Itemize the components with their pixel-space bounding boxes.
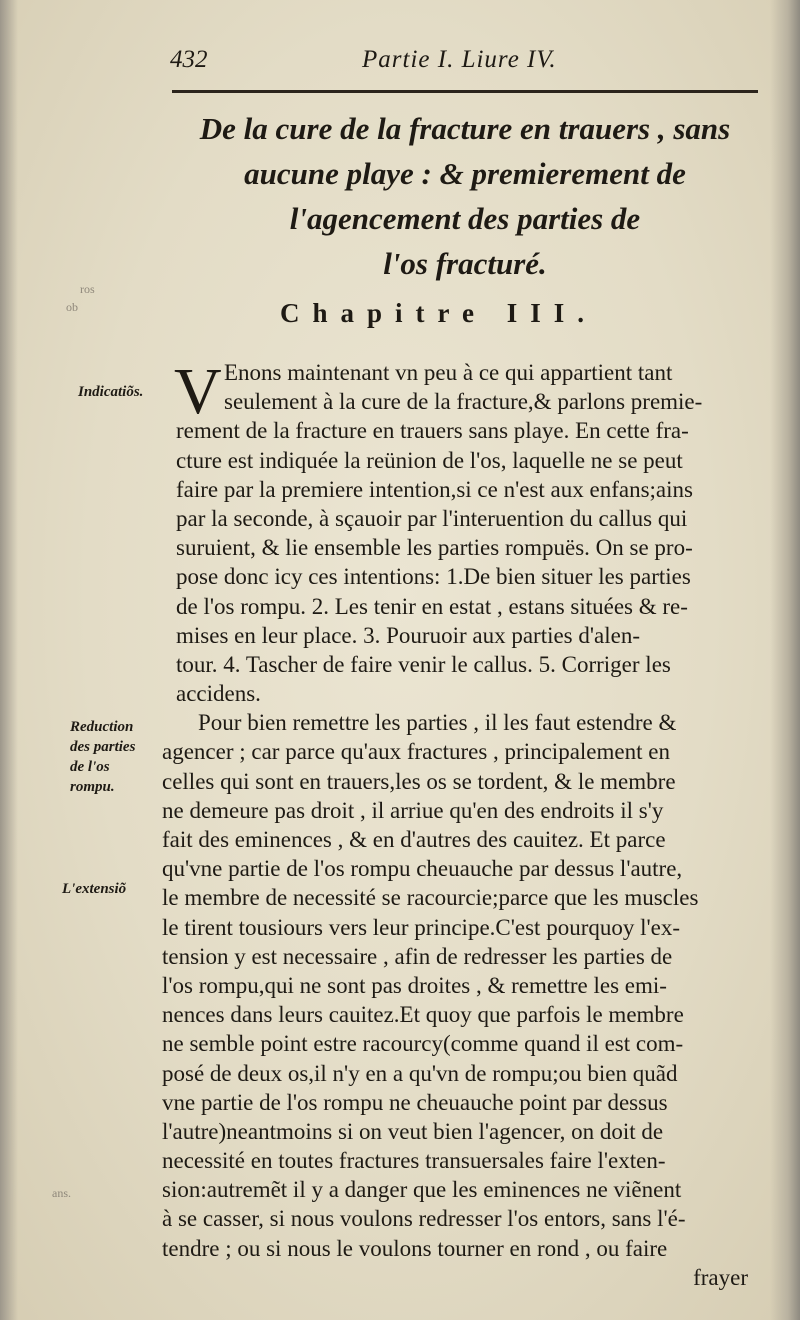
marginal-note-extension: L'extensiõ [62,881,127,897]
body-line: posé de deux os,il n'y en a qu'vn de rompu;ou bien quãd [162,1060,678,1086]
body-line: celles qui sont en trauers,les os se tordent, & le membre [162,768,676,794]
running-head [170,46,690,80]
body-line: seulement à la cure de la fracture,& parlons premie- [224,389,703,415]
body-line: sion:autremẽt il y a danger que les eminences ne viẽnent [162,1177,682,1203]
body-line: Pour bien remettre les parties , il les faut estendre & [198,710,677,736]
body-line: fait des eminences , & en d'autres des cauitez. Et parce [162,827,666,852]
body-line: necessité en toutes fractures transuersales faire l'exten- [162,1148,666,1174]
stray-marginal-mark: ob [66,300,78,314]
drop-cap: V [174,355,222,428]
body-line: par la seconde, à sçauoir par l'interuention du callus qui [176,505,688,531]
body-line: suruient, & lie ensemble les parties rompuës. On se pro- [176,535,693,561]
chapter-heading-line: De la cure de la fracture en trauers , sans [199,111,731,146]
marginal-note-line: de l'os [70,759,110,775]
page-left-shadow [0,0,18,1320]
body-line: tension y est necessaire , afin de redresser les parties de [162,943,673,969]
catchword: frayer [693,1264,748,1290]
body-line: nences dans leurs cauitez.Et quoy que parfois le membre [162,1002,684,1028]
marginal-note-line: des parties [70,739,136,755]
marginal-note-indications: Indicatiõs. [78,384,144,400]
chapter-heading-line: l'agencement des parties de [289,201,641,236]
marginal-note-line: Reduction [70,719,134,735]
chapter-label: Chapitre III. [280,298,598,328]
running-title: Partie I. Liure IV. [362,46,557,73]
stray-marginal-mark: ans. [52,1186,71,1200]
page-right-shadow [770,0,800,1320]
body-line: rement de la fracture en trauers sans playe. En cette fra- [176,418,689,444]
body-text [162,355,762,1292]
body-line: cture est indiquée la reünion de l'os, laquelle ne se peut [176,447,683,473]
body-line: vne partie de l'os rompu ne cheuauche point par dessus [162,1089,668,1115]
page-number: 432 [170,46,208,73]
body-line: ne demeure pas droit , il arriue qu'en des endroits il s'y [162,797,664,823]
body-line: Enons maintenant vn peu à ce qui appartient tant [224,360,673,385]
chapter-heading [165,106,765,286]
marginal-note-line: rompu. [70,779,115,795]
body-line: le membre de necessité se racourcie;parce que les muscles [162,885,699,911]
chapter-heading-line: l'os fracturé. [383,246,547,281]
header-rule [172,90,758,93]
body-line: l'autre)neantmoins si on veut bien l'agencer, on doit de [162,1118,664,1144]
body-line: tendre ; ou si nous le voulons tourner en rond , ou faire [162,1235,668,1261]
body-line: le tirent tousiours vers leur principe.C'est pourquoy l'ex- [162,914,681,940]
body-line: à se casser, si nous voulons redresser l'os entors, sans l'é- [162,1206,686,1232]
body-line: accidens. [176,681,261,707]
body-line: de l'os rompu. 2. Les tenir en estat , estans situées & re- [176,593,688,619]
chapter-heading-line: aucune playe : & premierement de [244,156,686,191]
body-line: agencer ; car parce qu'aux fractures , principalement en [162,739,670,765]
marginal-note-reduction [70,717,135,797]
body-line: tour. 4. Tascher de faire venir le callus. 5. Corriger les [176,651,671,677]
body-line: mises en leur place. 3. Pouruoir aux parties d'alen- [176,622,640,648]
body-line: l'os rompu,qui ne sont pas droites , & remettre les emi- [162,972,667,998]
body-line: pose donc icy ces intentions: 1.De bien situer les parties [176,564,691,590]
body-line: faire par la premiere intention,si ce n'est aux enfans;ains [176,476,693,502]
body-line: qu'vne partie de l'os rompu cheuauche par dessus l'autre, [162,856,683,882]
stray-marginal-mark: ros [80,282,95,296]
body-line: ne semble point estre racourcy(comme quand il est com- [162,1031,684,1057]
